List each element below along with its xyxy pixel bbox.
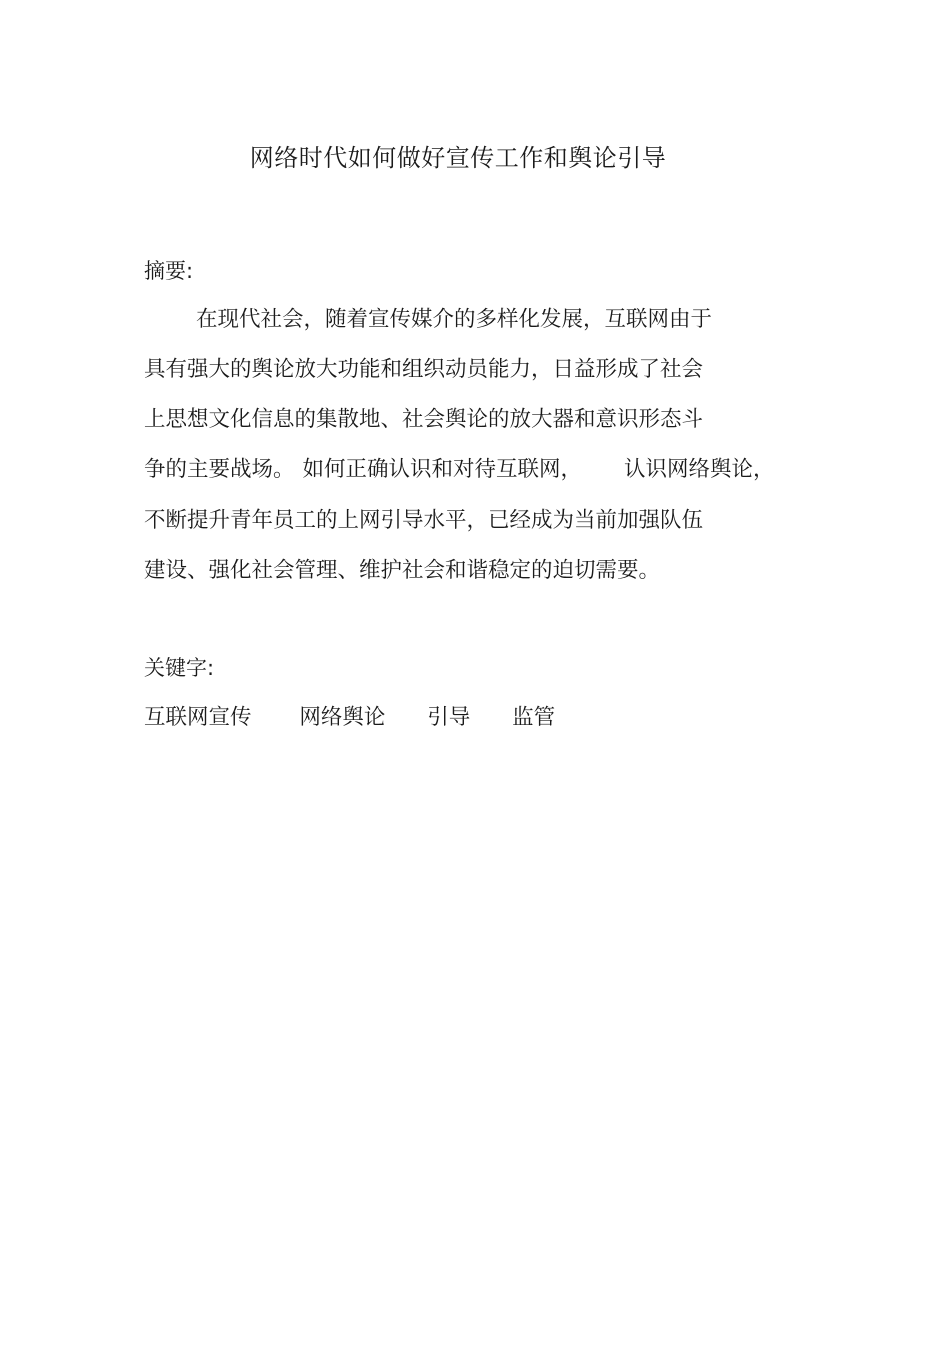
abstract-segment: 争的主要战场。	[144, 457, 295, 482]
abstract-line: 在现代社会，随着宣传媒介的多样化发展，互联网由于	[196, 307, 713, 332]
keyword: 引导	[427, 705, 471, 730]
keyword: 互联网宣传	[144, 705, 252, 730]
keywords-label: 关键字:	[144, 656, 215, 680]
abstract-segment: 如何正确认识和对待互联网，	[302, 457, 583, 482]
abstract-line	[144, 455, 775, 485]
abstract-line: 上思想文化信息的集散地、社会舆论的放大器和意识形态斗	[144, 407, 704, 432]
keywords-list	[144, 703, 555, 733]
keyword: 网络舆论	[299, 705, 386, 730]
abstract-label: 摘要:	[144, 259, 194, 283]
document-title: 网络时代如何做好宣传工作和舆论引导	[249, 144, 667, 172]
abstract-line: 具有强大的舆论放大功能和组织动员能力，日益形成了社会	[144, 357, 704, 382]
abstract-line: 不断提升青年员工的上网引导水平，已经成为当前加强队伍	[144, 508, 704, 533]
keyword: 监管	[512, 705, 556, 730]
abstract-line: 建设、强化社会管理、维护社会和谐稳定的迫切需要。	[144, 558, 661, 583]
abstract-segment: 认识网络舆论，	[624, 457, 775, 482]
